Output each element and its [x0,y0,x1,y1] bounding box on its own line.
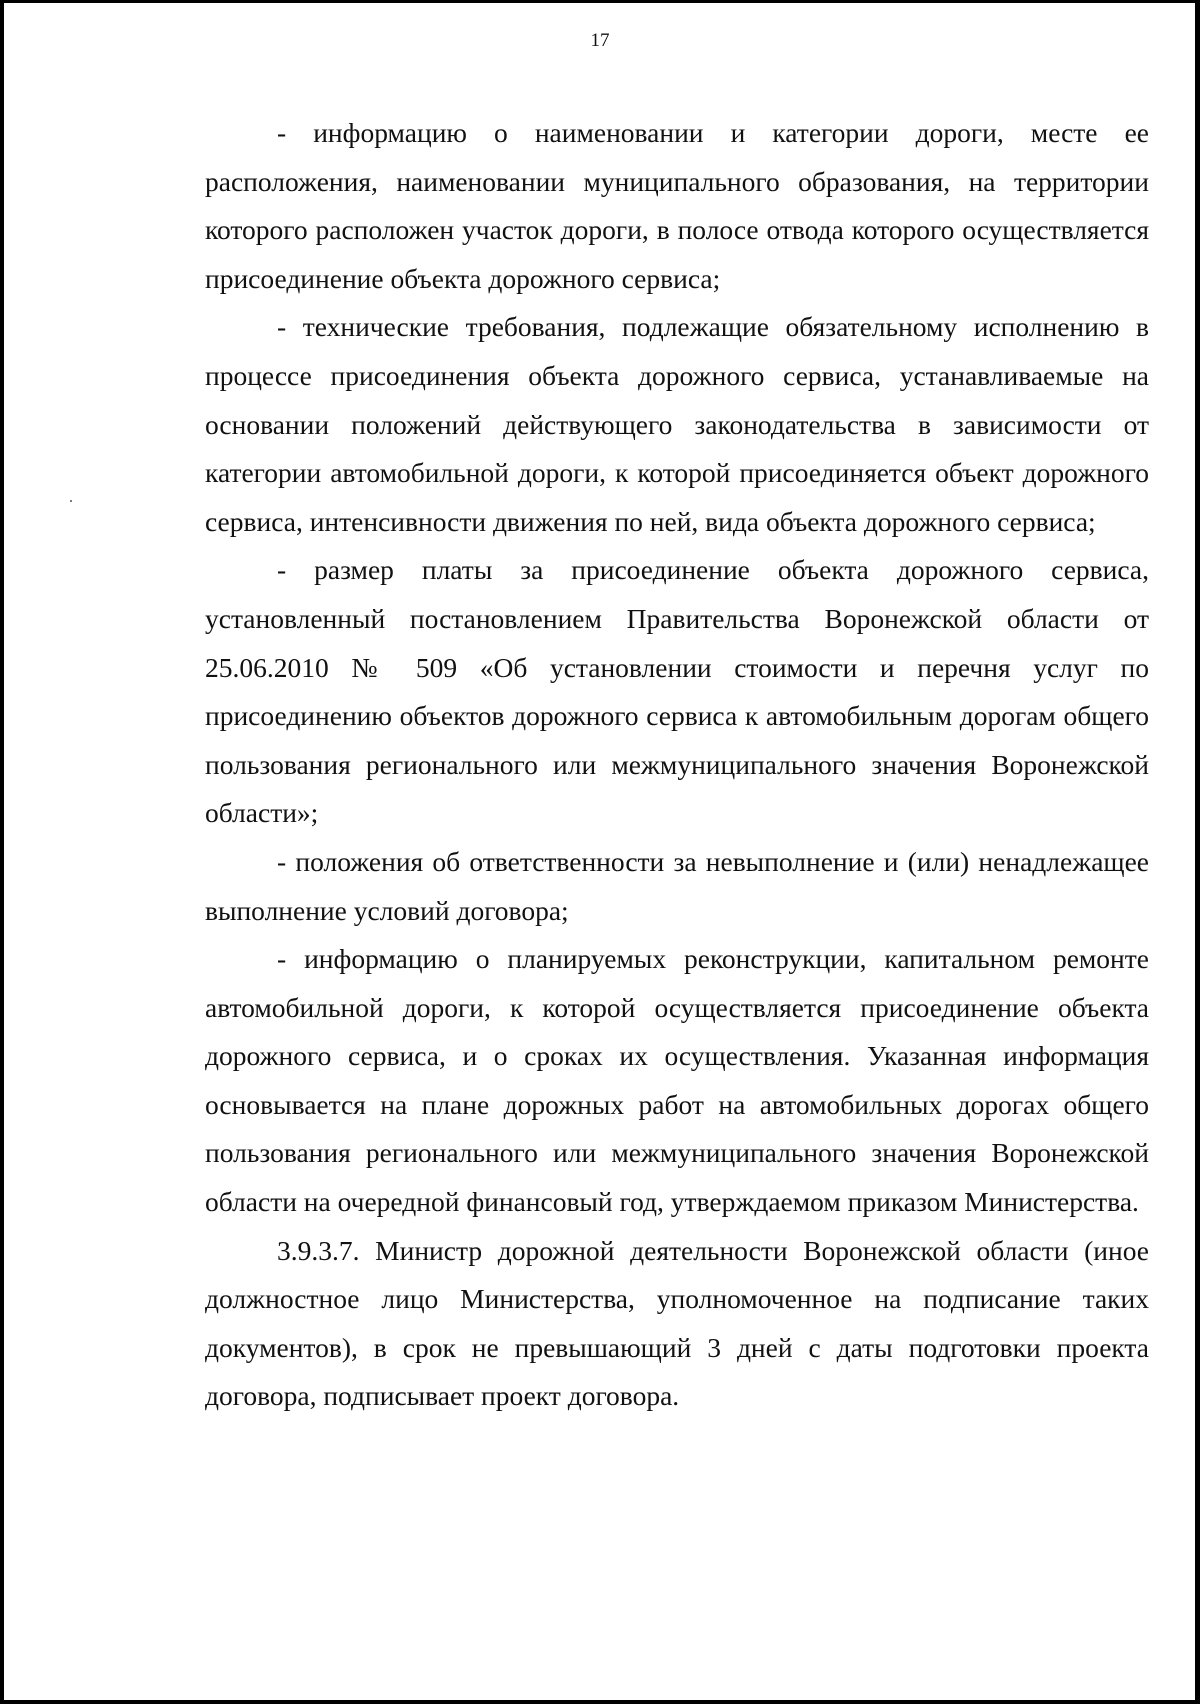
scan-border-right [1195,0,1200,1704]
document-body [205,109,1149,1421]
paragraph-reconstruction-info: - информацию о планируемых реконструкции, капитальном ремонте автомобильной дороги, к которой осуществляется присоединение объекта дорожного сервиса, и о сроках их осуществления. Указанная информация основывается на плане дорожных работ на автомобильных дорогах общего пользования регионального или межмуниципального значения Воронежской области на очередной финансовый год, утверждаемом приказом Министерства. [205,943,1149,1218]
paragraph-road-info: - информацию о наименовании и категории дороги, месте ее расположения, наименовании муниципального образования, на территории которого расположен участок дороги, в полосе отвода которого осуществляется присоединение объекта дорожного сервиса; [205,117,1149,294]
paragraph-fee: - размер платы за присоединение объекта дорожного сервиса, установленный постановлением Правительства Воронежской области от 25.06.2010 № 509 «Об установлении стоимости и перечня услуг по присоединению объектов дорожного сервиса к автомобильным дорогам общего пользования регионального или межмуниципального значения Воронежской области»; [205,554,1149,829]
scan-border-top [0,0,1200,3]
paragraph-liability: - положения об ответственности за невыполнение и (или) ненадлежащее выполнение условий договора; [205,845,1149,926]
scan-speck [70,500,72,502]
paragraph-minister-signs: 3.9.3.7. Министр дорожной деятельности Воронежской области (иное должностное лицо Министерства, уполномоченное на подписание таких документов), в срок не превышающий 3 дней с даты подготовки проекта договора, подписывает проект договора. [205,1234,1149,1412]
scan-border-left [0,0,4,1704]
page-number: 17 [590,30,610,51]
scan-border-bottom [0,1700,1200,1704]
paragraph-technical-requirements: - технические требования, подлежащие обязательному исполнению в процессе присоединения объекта дорожного сервиса, устанавливаемые на основании положений действующего законодательства в зависимости от категории автомобильной дороги, к которой присоединяется объект дорожного сервиса, интенсивности движения по ней, вида объекта дорожного сервиса; [205,311,1149,537]
